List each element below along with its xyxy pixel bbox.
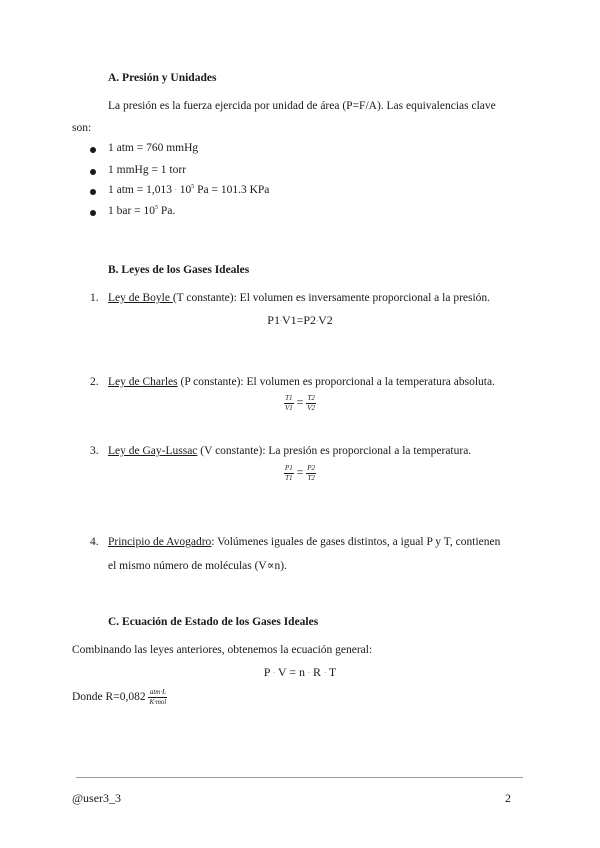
section-c-heading: C. Ecuación de Estado de los Gases Ideales: [108, 616, 319, 628]
multiply-dot: ·: [279, 318, 282, 325]
exponent: 5: [155, 205, 159, 212]
bullet-dot: [90, 147, 96, 153]
list-item-text: Pa.: [158, 205, 176, 217]
law-charles: [108, 376, 495, 388]
law-name: Principio de Avogadro: [108, 536, 212, 548]
eq-term: V = n: [277, 665, 306, 679]
section-b-heading: B. Leyes de los Gases Ideales: [108, 264, 250, 276]
multiply-dot: ·: [316, 318, 319, 325]
section-a-intro-line2: son:: [72, 122, 92, 134]
eq-term: P: [263, 665, 271, 679]
numerator: P2: [307, 464, 316, 472]
exponent: 5: [191, 184, 195, 191]
law-gay-lussac: [108, 445, 471, 457]
eq-term: T: [328, 665, 337, 679]
eq-term: P1: [267, 313, 280, 327]
fraction: [306, 394, 316, 413]
bullet-dot: [90, 169, 96, 175]
denominator: V1: [284, 404, 293, 412]
numerator: P1: [284, 464, 293, 472]
list-item: 1 atm = 760 mmHg: [108, 142, 199, 154]
law-name: Ley de Boyle: [108, 292, 173, 304]
eq-term: R: [313, 665, 322, 679]
footer-user: @user3_3: [72, 791, 122, 805]
bullet-dot: [90, 189, 96, 195]
law-text: (V constante): La presión es proporcional a la temperatura.: [197, 445, 472, 457]
eq-term: V2: [318, 313, 333, 327]
list-item: 1 mmHg = 1 torr: [108, 164, 187, 176]
gay-lussac-equation: [0, 464, 600, 483]
section-a-heading: A. Presión y Unidades: [108, 72, 217, 84]
denominator: T1: [285, 474, 293, 482]
equals-sign: =: [296, 395, 304, 410]
list-item: [108, 205, 175, 217]
law-text: (P constante): El volumen es proporcional a la temperatura absoluta.: [177, 376, 495, 388]
ideal-gas-equation: [0, 665, 600, 680]
fraction: [148, 688, 167, 707]
multiply-dot: ·: [174, 187, 177, 194]
bullet-dot: [90, 210, 96, 216]
section-a-intro-line1: La presión es la fuerza ejercida por unidad de área (P=F/A). Las equivalencias clave: [108, 100, 496, 112]
denominator: V2: [307, 404, 316, 412]
law-name: Ley de Charles: [108, 376, 178, 388]
list-item-text: 1 atm = 1,013: [108, 184, 172, 196]
denominator: T2: [307, 474, 315, 482]
numerator: T2: [307, 394, 315, 402]
list-item-text: Pa = 101.3 KPa: [194, 184, 270, 196]
gas-constant: [72, 688, 167, 707]
multiply-dot: ·: [273, 670, 276, 677]
law-text: : Volúmenes iguales de gases distintos, a igual P y T, contienen: [211, 536, 501, 548]
page-number: 2: [505, 791, 511, 805]
section-c-intro: Combinando las leyes anteriores, obtenemos la ecuación general:: [72, 644, 373, 656]
list-item: [108, 184, 269, 196]
list-item-text: 1 bar = 10: [108, 205, 156, 217]
charles-equation: [0, 394, 600, 413]
law-number: 1.: [90, 292, 99, 304]
constant-text: Donde R=0,082: [72, 691, 146, 704]
list-item-text: 10: [179, 184, 192, 196]
law-avogadro: [108, 536, 500, 548]
multiply-dot: ·: [308, 670, 311, 677]
multiply-dot: ·: [324, 670, 327, 677]
law-number: 4.: [90, 536, 99, 548]
boyle-equation: [0, 313, 600, 328]
equals-sign: =: [296, 465, 304, 480]
law-avogadro-line2: el mismo número de moléculas (V∝n).: [108, 560, 287, 572]
denominator: K·mol: [149, 698, 167, 706]
law-number: 2.: [90, 376, 99, 388]
fraction: [306, 464, 316, 483]
fraction: [284, 464, 294, 483]
fraction: [284, 394, 294, 413]
law-boyle: [108, 292, 490, 304]
numerator: atm·L: [149, 688, 166, 696]
numerator: T1: [285, 394, 293, 402]
law-name: Ley de Gay-Lussac: [108, 445, 198, 457]
eq-term: V1=P2: [281, 313, 317, 327]
law-text: (T constante): El volumen es inversamente proporcional a la presión.: [172, 292, 491, 304]
footer-divider: [76, 777, 523, 778]
law-number: 3.: [90, 445, 99, 457]
